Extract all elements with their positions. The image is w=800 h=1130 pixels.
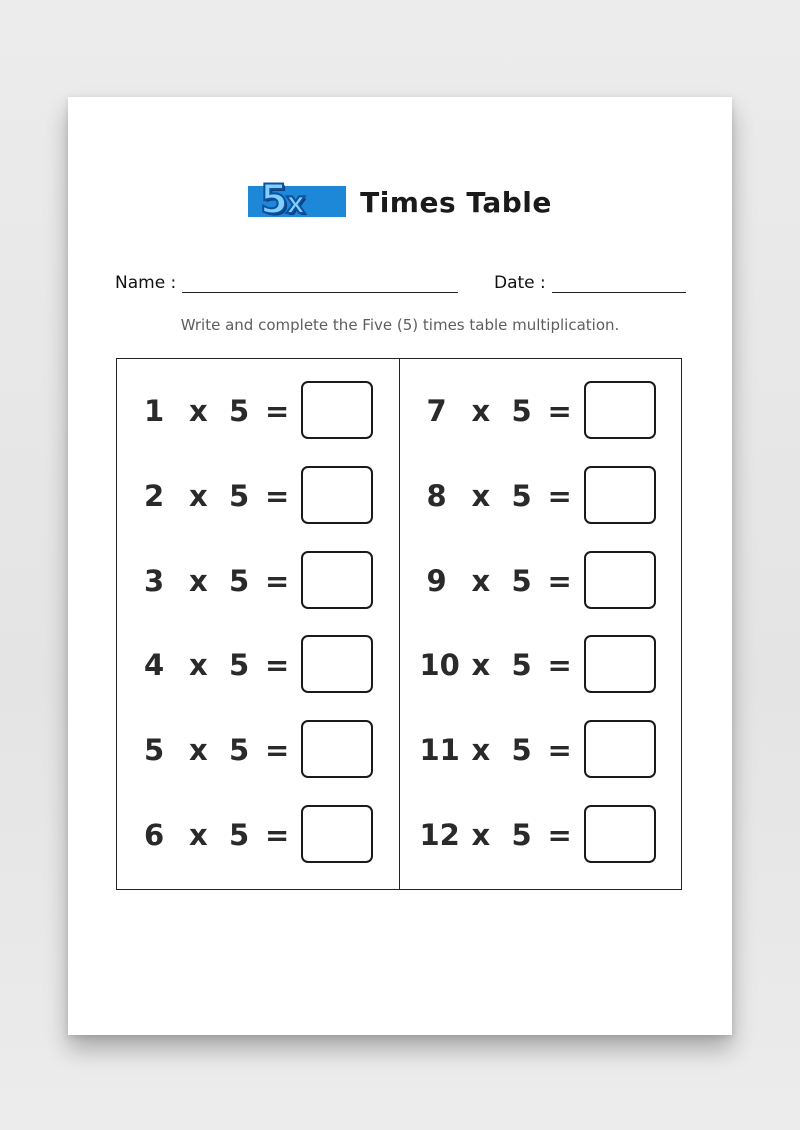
name-label: Name : [115,273,177,293]
page-title: Times Table [360,185,552,219]
multiplier: 5 [229,479,250,513]
times-sign: x [189,648,208,682]
times-sign: x [189,733,208,767]
multiplicand: 8 [426,479,447,513]
multiplier: 5 [229,648,250,682]
equals-sign: = [547,479,572,513]
problem-row [117,381,399,441]
equals-sign: = [265,394,290,428]
equals-sign: = [265,733,290,767]
equals-sign: = [265,648,290,682]
times-sign: x [471,648,491,682]
date-field[interactable] [494,273,686,293]
problem-row [400,466,682,526]
times-sign: x [189,818,208,852]
problem-row [400,635,682,695]
multiplier: 5 [511,818,532,852]
name-field[interactable] [115,273,458,293]
problem-row [400,381,682,441]
multiplicand: 1 [144,394,165,428]
times-sign: x [471,733,491,767]
date-blank-line[interactable] [552,274,686,293]
multiplier: 5 [229,394,250,428]
problems-column-left [117,359,399,889]
equals-sign: = [265,818,290,852]
multiplier: 5 [229,564,250,598]
equals-sign: = [265,564,290,598]
answer-box[interactable] [301,551,373,609]
multiplicand: 9 [426,564,447,598]
multiplicand: 5 [144,733,165,767]
5x-logo [248,177,346,223]
problem-row [400,805,682,865]
problem-row [117,551,399,611]
problem-row [400,720,682,780]
multiplicand: 2 [144,479,165,513]
multiplicand: 6 [144,818,165,852]
times-sign: x [471,479,491,513]
problem-row [117,720,399,780]
multiplicand: 11 [419,733,460,767]
times-sign: x [471,818,491,852]
times-sign: x [189,394,208,428]
answer-box[interactable] [584,635,656,693]
answer-box[interactable] [584,466,656,524]
answer-box[interactable] [301,635,373,693]
multiplicand: 12 [419,818,460,852]
logo-digit: 5 [260,177,286,223]
equals-sign: = [547,648,572,682]
student-fields [115,273,686,297]
worksheet-header [68,177,732,223]
problems-grid [116,358,682,890]
multiplier: 5 [229,733,250,767]
multiplicand: 7 [426,394,447,428]
multiplicand: 10 [419,648,460,682]
answer-box[interactable] [301,466,373,524]
answer-box[interactable] [584,805,656,863]
multiplicand: 4 [144,648,165,682]
multiplier: 5 [229,818,250,852]
equals-sign: = [547,394,572,428]
multiplicand: 3 [144,564,165,598]
date-label: Date : [494,273,546,293]
multiplier: 5 [511,648,532,682]
problem-row [117,805,399,865]
answer-box[interactable] [584,381,656,439]
times-sign: x [189,479,208,513]
answer-box[interactable] [584,551,656,609]
multiplier: 5 [511,733,532,767]
problem-row [117,466,399,526]
answer-box[interactable] [584,720,656,778]
times-sign: x [471,394,491,428]
equals-sign: = [547,733,572,767]
name-blank-line[interactable] [182,274,458,293]
problem-row [400,551,682,611]
logo-x: x [285,186,304,221]
answer-box[interactable] [301,381,373,439]
times-sign: x [471,564,491,598]
equals-sign: = [265,479,290,513]
logo-text [260,177,303,227]
worksheet-page [68,97,732,1035]
equals-sign: = [547,564,572,598]
instruction-text: Write and complete the Five (5) times table multiplication. [180,316,620,334]
multiplier: 5 [511,564,532,598]
equals-sign: = [547,818,572,852]
times-sign: x [189,564,208,598]
problems-column-right [399,359,682,889]
problem-row [117,635,399,695]
answer-box[interactable] [301,805,373,863]
multiplier: 5 [511,394,532,428]
answer-box[interactable] [301,720,373,778]
multiplier: 5 [511,479,532,513]
